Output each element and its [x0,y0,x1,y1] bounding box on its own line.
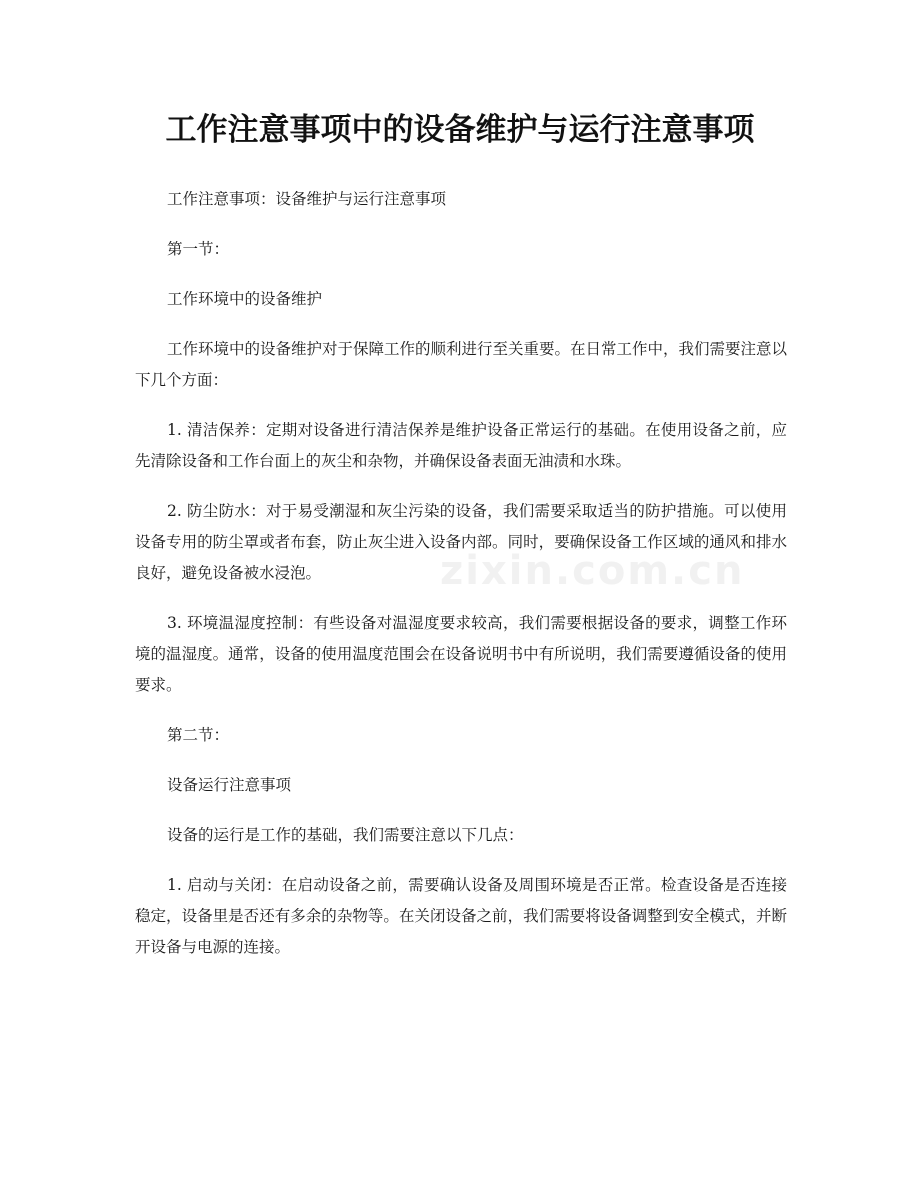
document-title: 工作注意事项中的设备维护与运行注意事项 [165,112,755,148]
section-1-label: 第一节： [167,240,230,258]
section-2-label: 第二节： [167,726,230,744]
paragraph-temperature-humidity: 3. 环境温湿度控制：有些设备对温湿度要求较高，我们需要根据设备的要求，调整工作环境的温湿度。通常，设备的使用温度范围会在设备说明书中有所说明，我们需要遵循设备的使用要求。 [135,614,787,694]
paragraph-dust-water: 2. 防尘防水：对于易受潮湿和灰尘污染的设备，我们需要采取适当的防护措施。可以使用设备专用的防尘罩或者布套，防止灰尘进入设备内部。同时，要确保设备工作区域的通风和排水良好，避免设备被水浸泡。 [135,502,787,582]
paragraph-section-1-intro: 工作环境中的设备维护对于保障工作的顺利进行至关重要。在日常工作中，我们需要注意以下几个方面： [135,340,788,389]
paragraph-section-2-intro: 设备的运行是工作的基础，我们需要注意以下几点： [167,826,524,844]
paragraph-intro: 工作注意事项：设备维护与运行注意事项 [167,190,447,208]
watermark: zixin.com.cn [440,548,745,594]
section-2-heading: 设备运行注意事项 [167,776,292,794]
document-body [135,184,787,963]
section-1-heading: 工作环境中的设备维护 [167,290,323,308]
paragraph-start-stop: 1. 启动与关闭：在启动设备之前，需要确认设备及周围环境是否正常。检查设备是否连接稳定，设备里是否还有多余的杂物等。在关闭设备之前，我们需要将设备调整到安全模式，并断开设备与电源的连接。 [135,876,787,956]
paragraph-cleaning: 1. 清洁保养：定期对设备进行清洁保养是维护设备正常运行的基础。在使用设备之前，应先清除设备和工作台面上的灰尘和杂物，并确保设备表面无油渍和水珠。 [135,421,787,470]
